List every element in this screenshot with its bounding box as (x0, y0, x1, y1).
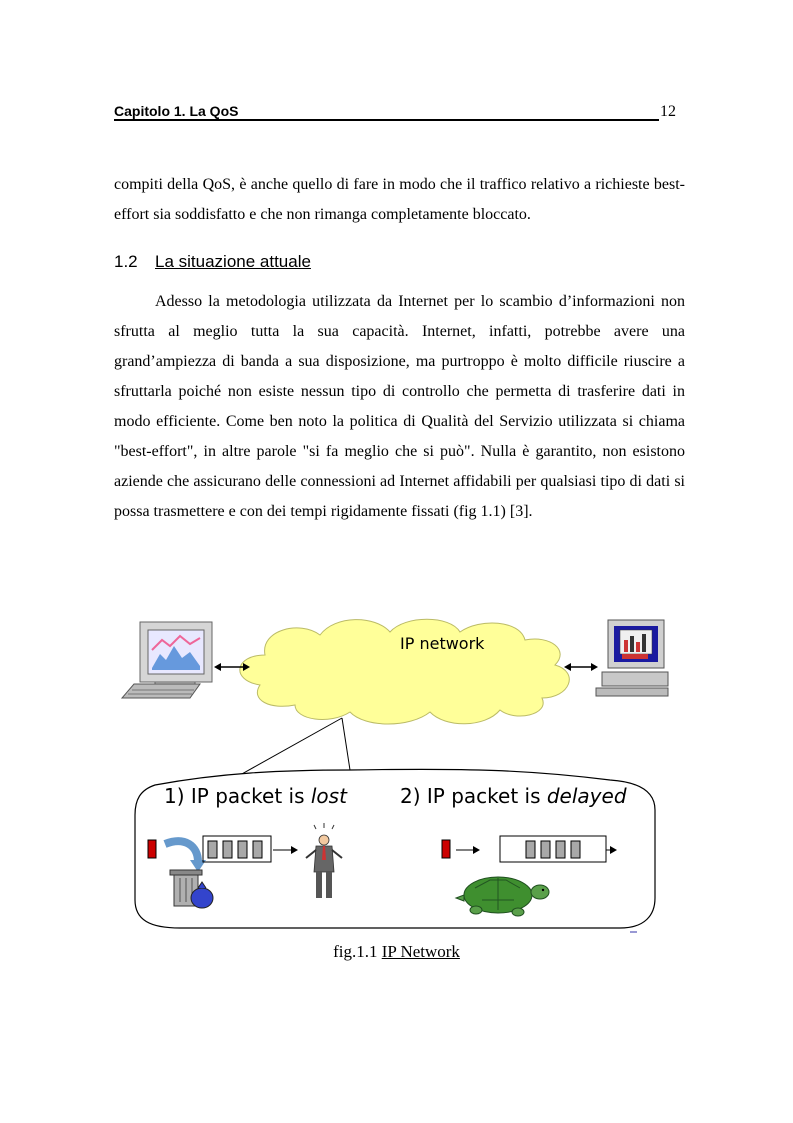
section-heading (114, 250, 311, 274)
delayed-word: delayed (546, 784, 627, 808)
chapter-title: Capitolo 1. La QoS (114, 103, 239, 119)
right-double-arrow (564, 663, 598, 671)
section-title: La situazione attuale (155, 252, 311, 271)
ip-network-cloud (240, 619, 569, 724)
caption-prefix: fig.1.1 (333, 942, 382, 961)
figure-caption (0, 940, 793, 964)
paragraph-intro: compiti della QoS, è anche quello di fare in modo che il traffico relativo a richieste best-effort sia soddisfatto e che non rimanga completamente bloccato. (114, 176, 685, 223)
red-packet (148, 840, 156, 858)
figure-ip-network (110, 610, 685, 935)
page-header (114, 102, 676, 124)
delayed-prefix: 2) IP packet is (400, 784, 547, 808)
header-rule (114, 119, 659, 121)
lost-label (164, 784, 348, 808)
cloud-label: IP network (400, 634, 485, 653)
paragraph-main: Adesso la metodologia utilizzata da Internet per lo scambio d’informazioni non sfrutta al meglio tutta la sua capacità. Internet, infatti, potrebbe avere una grand’ampiezza di banda a sua disposizione, ma purtroppo è molto difficile riuscire a sfruttarla poiché non esiste nessun tipo di controllo che permetta di trasferire dati in modo efficiente. Come ben noto la politica di Qualità del Servizio utilizzata si chiama "best-effort", in altre parole "si fa meglio che si può". Nulla è garantito, non esistono aziende che assicurano delle connessioni ad Internet affidabili per qualsiasi tipo di dati si possa trasmettere e con dei tempi rigidamente fissati (fig 1.1) [3]. (114, 293, 685, 520)
figure-drawing (110, 610, 685, 935)
computer-right-icon (596, 620, 668, 696)
computer-left-icon (122, 622, 212, 698)
left-double-arrow (214, 663, 250, 671)
callout-connector (240, 718, 350, 775)
lost-word: lost (310, 784, 347, 808)
red-packet-delayed (442, 840, 450, 858)
delayed-label (400, 784, 627, 808)
lost-prefix: 1) IP packet is (164, 784, 311, 808)
caption-title: IP Network (381, 942, 460, 961)
section-number: 1.2 (114, 252, 138, 271)
page-number: 12 (660, 103, 676, 120)
